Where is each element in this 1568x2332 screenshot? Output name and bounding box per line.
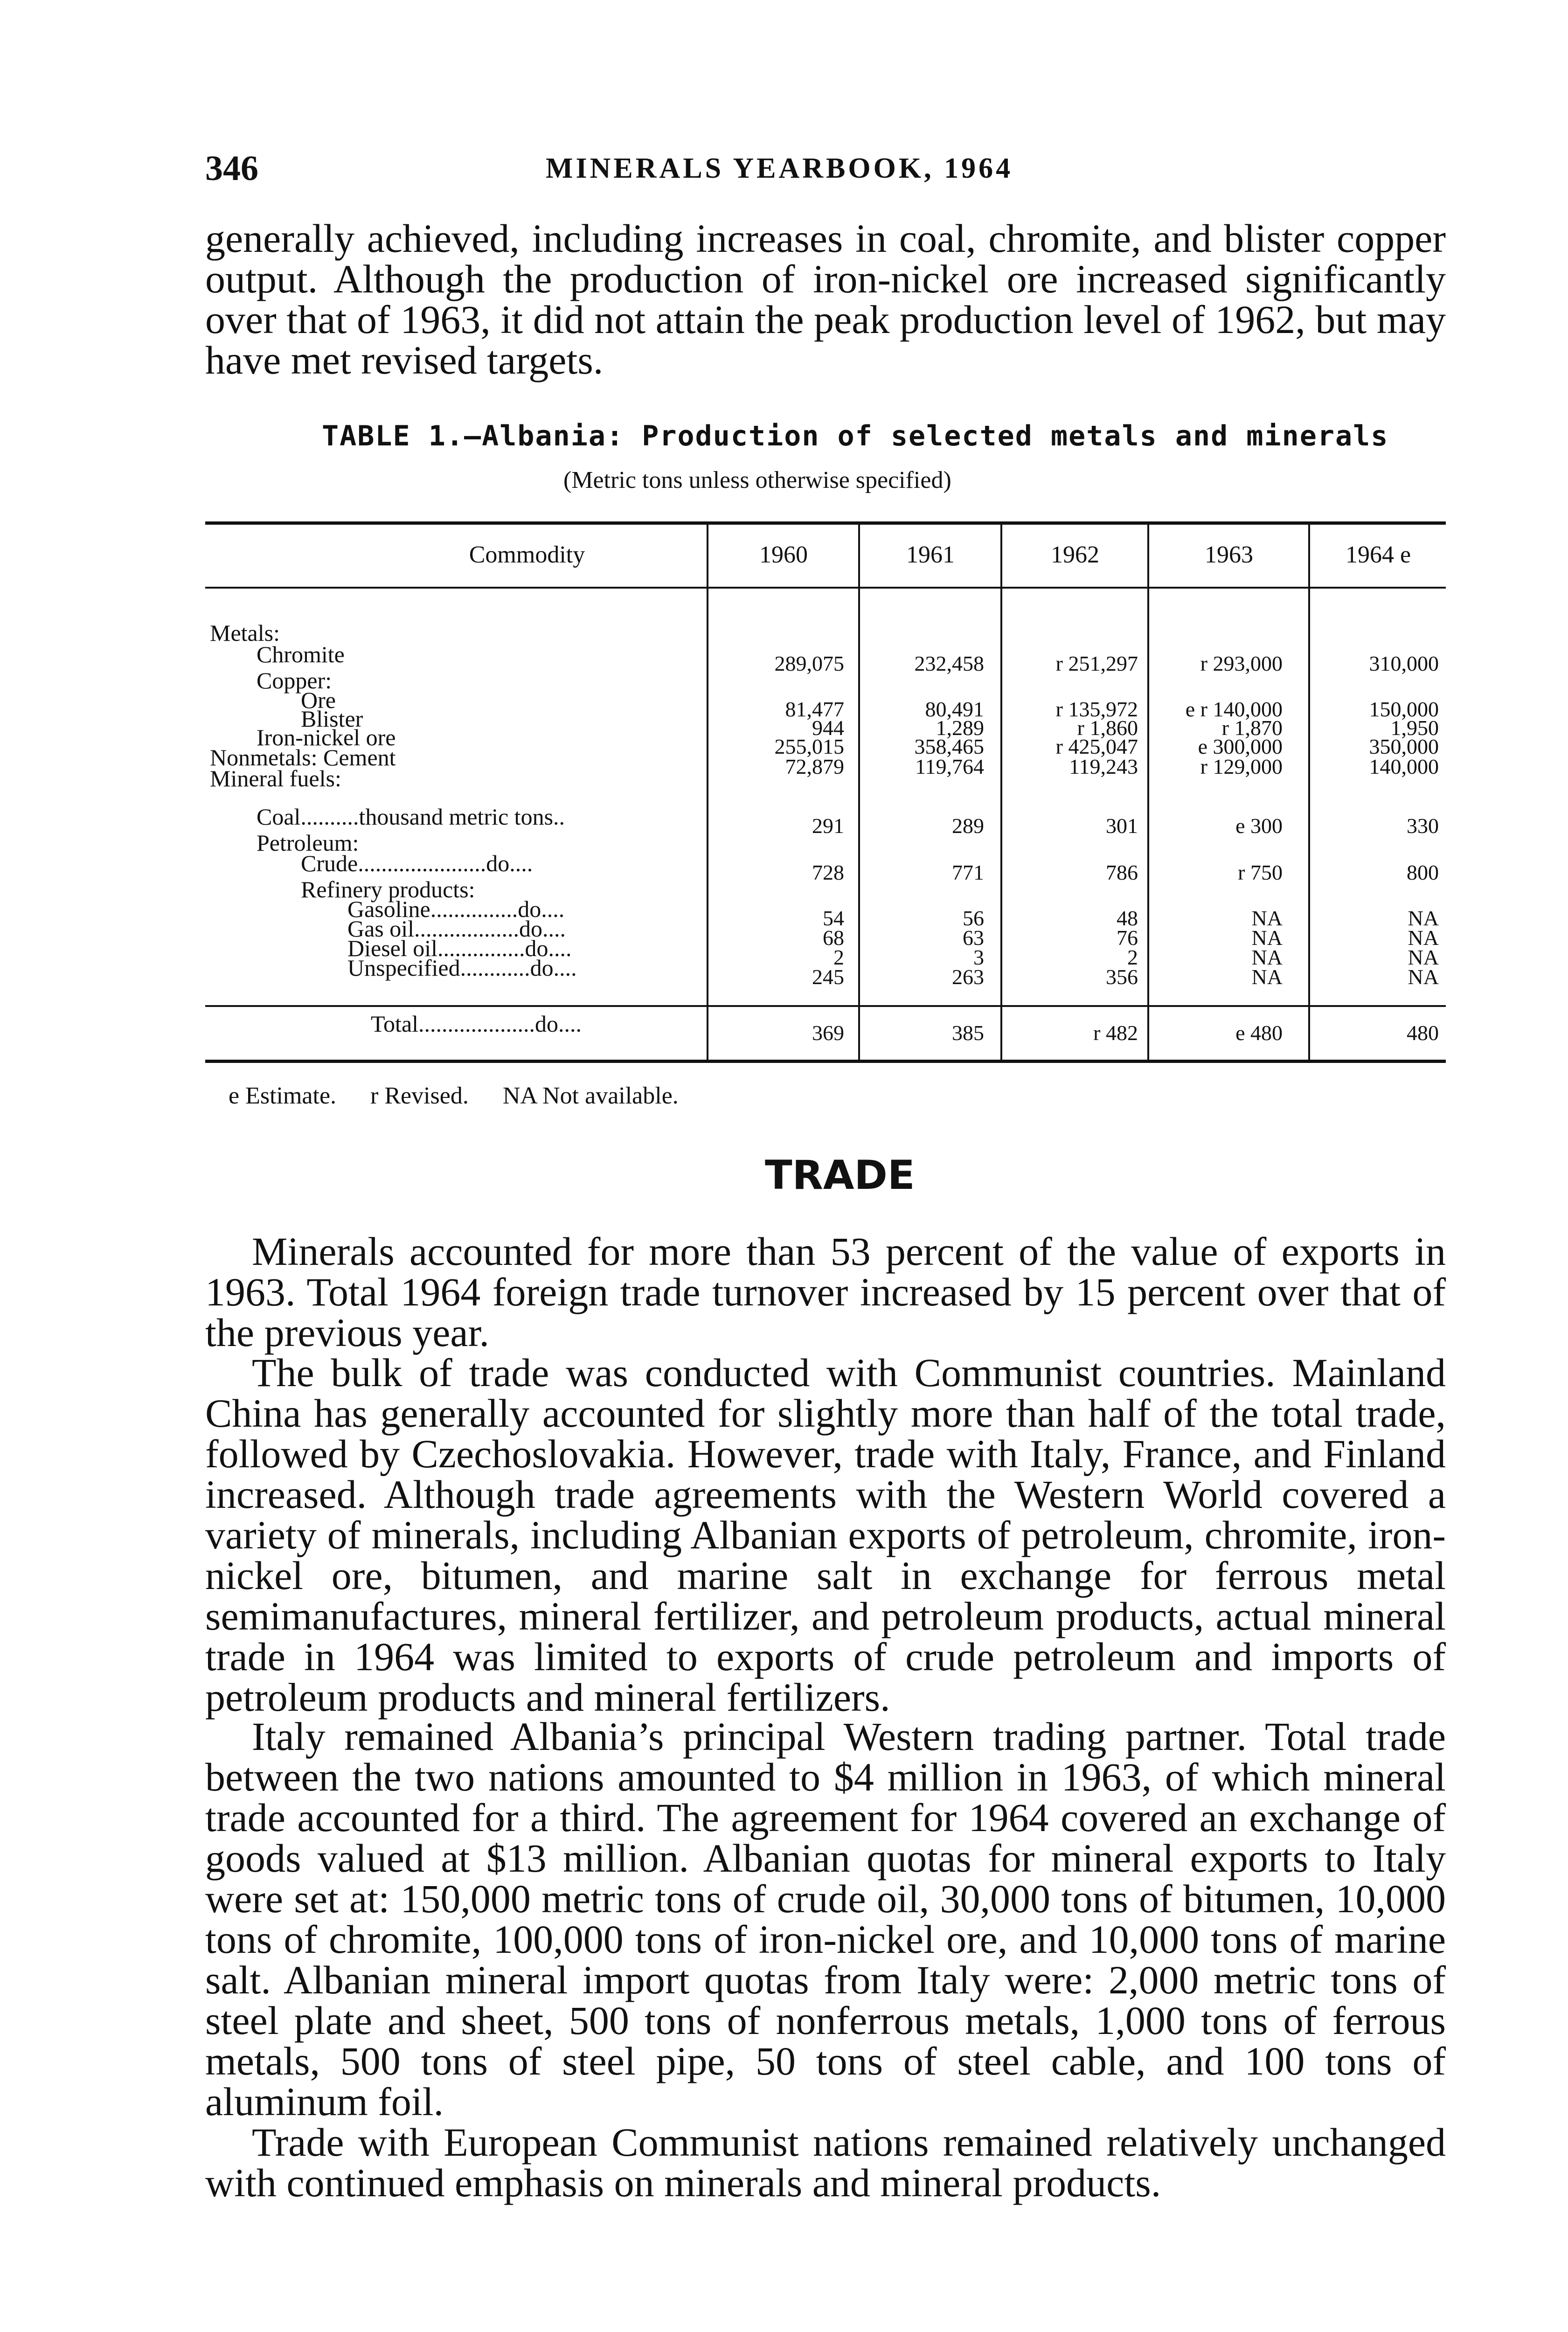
table-cell: 2 bbox=[1127, 945, 1138, 969]
table-cell: 68 bbox=[823, 926, 844, 950]
table-column-divider bbox=[707, 523, 708, 1061]
column-header: 1963 bbox=[1205, 541, 1253, 568]
table-row-label: Refinery products: bbox=[301, 876, 475, 902]
table-cell: e 300,000 bbox=[1198, 735, 1283, 758]
table-cell: 54 bbox=[823, 906, 844, 930]
table-cell: 291 bbox=[812, 814, 844, 838]
table-cell: 369 bbox=[812, 1021, 844, 1045]
table-cell: 3 bbox=[973, 945, 984, 969]
table-cell: 1,289 bbox=[936, 716, 984, 740]
column-header: 1962 bbox=[1051, 541, 1099, 568]
table-row-label: Mineral fuels: bbox=[210, 765, 341, 791]
footnote-na: NA Not available. bbox=[502, 1083, 679, 1109]
table-cell: 232,458 bbox=[914, 652, 984, 675]
table-cell: 255,015 bbox=[774, 735, 844, 758]
table-row-label: Iron-nickel ore bbox=[257, 724, 396, 750]
table-column-divider bbox=[1147, 523, 1149, 1061]
column-header: 1964 e bbox=[1345, 541, 1411, 568]
table-row-label: Unspecified............do.... bbox=[347, 955, 577, 981]
table-cell: 81,477 bbox=[785, 697, 844, 721]
table-cell: 76 bbox=[1117, 926, 1138, 950]
table-cell: 119,243 bbox=[1069, 755, 1138, 778]
table-row-label: Metals: bbox=[210, 620, 280, 646]
table-cell: r 251,297 bbox=[1055, 652, 1138, 675]
table-cell: r 750 bbox=[1238, 861, 1283, 884]
table-row-label: Ore bbox=[301, 687, 336, 713]
table-cell: 245 bbox=[812, 965, 844, 989]
table-total-rule bbox=[205, 1005, 1446, 1007]
table-cell: 771 bbox=[952, 861, 984, 884]
table-cell: 356 bbox=[1106, 965, 1138, 989]
table-cell: NA bbox=[1251, 906, 1283, 930]
table-cell: 80,491 bbox=[925, 697, 984, 721]
table-cell: NA bbox=[1251, 945, 1283, 969]
table-row-label: Copper: bbox=[257, 667, 332, 694]
table-cell: e 480 bbox=[1235, 1021, 1283, 1045]
table-cell: 480 bbox=[1407, 1021, 1439, 1045]
table-row-label: Chromite bbox=[257, 641, 345, 667]
table-cell: NA bbox=[1408, 945, 1439, 969]
table-cell: r 129,000 bbox=[1200, 755, 1283, 778]
table-cell: 301 bbox=[1106, 814, 1138, 838]
body-paragraph: Trade with European Communist nations remained relatively unchanged with continued emphasis on minerals and mineral products. bbox=[205, 2120, 1446, 2205]
table-subtitle: (Metric tons unless otherwise specified) bbox=[563, 467, 951, 493]
table-cell: r 425,047 bbox=[1055, 735, 1138, 758]
table-cell: 48 bbox=[1117, 906, 1138, 930]
table-footnotes bbox=[229, 1082, 707, 1110]
table-cell: r 135,972 bbox=[1055, 697, 1138, 721]
table-cell: r 293,000 bbox=[1200, 652, 1283, 675]
table-column-divider bbox=[1000, 523, 1002, 1061]
table-cell: r 1,860 bbox=[1077, 716, 1138, 740]
table-cell: 800 bbox=[1407, 861, 1439, 884]
table-cell: 944 bbox=[812, 716, 844, 740]
table-cell: r 1,870 bbox=[1221, 716, 1283, 740]
running-title: MINERALS YEARBOOK, 1964 bbox=[546, 153, 1013, 184]
table-row-label: Gasoline...............do.... bbox=[347, 896, 565, 922]
column-header: 1961 bbox=[906, 541, 955, 568]
table-cell: 289 bbox=[952, 814, 984, 838]
page-number: 346 bbox=[205, 149, 258, 188]
table-cell: 140,000 bbox=[1369, 755, 1439, 778]
table-cell: 358,465 bbox=[914, 735, 984, 758]
footnote-estimate: e Estimate. bbox=[229, 1083, 337, 1109]
table-row-label: Petroleum: bbox=[257, 830, 359, 856]
table-cell: NA bbox=[1408, 965, 1439, 989]
table-cell: 330 bbox=[1407, 814, 1439, 838]
table-cell: 63 bbox=[963, 926, 984, 950]
table-row-label: Coal..........thousand metric tons.. bbox=[257, 804, 565, 830]
body-paragraph: The bulk of trade was conducted with Communist countries. Mainland China has generally accounted for slightly more than half of the total trade, followed by Czechoslovakia. However, trade with Italy, France, and Finland increased. Although trade agreements with the Western World covered a variety of minerals, including Albanian exports of petroleum, chromite, iron-nickel ore, bitumen, and marine salt in exchange for ferrous metal semimanufactures, mineral fertilizer, and petroleum products, actual mineral trade in 1964 was limited to exports of crude petroleum and imports of petroleum products and mineral fertilizers. bbox=[205, 1350, 1446, 1720]
table-cell: e 300 bbox=[1235, 814, 1283, 838]
body-paragraph: Minerals accounted for more than 53 percent of the value of exports in 1963. Total 1964 foreign trade turnover increased by 15 percent over that of the previous year. bbox=[205, 1229, 1446, 1355]
intro-paragraph: generally achieved, including increases in coal, chromite, and blister copper output. Although the production of iron-nickel ore increased significantly over that of 1963, it did not attain the peak production level of 1962, but may have met revised targets. bbox=[205, 216, 1446, 382]
page-header bbox=[205, 148, 1446, 190]
table-row-label: Gas oil..................do.... bbox=[347, 916, 566, 942]
table-cell: NA bbox=[1251, 965, 1283, 989]
column-header: 1960 bbox=[759, 541, 808, 568]
body-paragraph: Italy remained Albania’s principal Western trading partner. Total trade between the two nations amounted to $4 million in 1963, of which mineral trade accounted for a third. The agreement for 1964 covered an exchange of goods valued at $13 million. Albanian quotas for mineral exports to Italy were set at: 150,000 metric tons of crude oil, 30,000 tons of bitumen, 10,000 tons of chromite, 100,000 tons of iron-nickel ore, and 10,000 tons of marine salt. Albanian mineral import quotas from Italy were: 2,000 metric tons of steel plate and sheet, 500 tons of nonferrous metals, 1,000 tons of ferrous metals, 500 tons of steel pipe, 50 tons of steel cable, and 100 tons of aluminum foil. bbox=[205, 1714, 1446, 2124]
table-cell: e r 140,000 bbox=[1185, 697, 1283, 721]
table-cell: 1,950 bbox=[1390, 716, 1439, 740]
table-row-label: Nonmetals: Cement bbox=[210, 744, 396, 770]
table-cell: 2 bbox=[833, 945, 844, 969]
table-cell: 263 bbox=[952, 965, 984, 989]
table-cell: 310,000 bbox=[1369, 652, 1439, 675]
column-header: Commodity bbox=[469, 541, 585, 568]
table-cell: 150,000 bbox=[1369, 697, 1439, 721]
table-cell: r 482 bbox=[1093, 1021, 1138, 1045]
table-cell: 350,000 bbox=[1369, 735, 1439, 758]
table-cell: 56 bbox=[963, 906, 984, 930]
section-heading: TRADE bbox=[765, 1152, 915, 1199]
table-cell: 728 bbox=[812, 861, 844, 884]
table-top-rule bbox=[205, 521, 1446, 525]
table-row-label: Blister bbox=[301, 706, 363, 732]
table-cell: 289,075 bbox=[774, 652, 844, 675]
table-bottom-rule bbox=[205, 1060, 1446, 1063]
table-row-label: Crude......................do.... bbox=[301, 850, 533, 876]
table-cell: 119,764 bbox=[915, 755, 984, 778]
table-cell: 786 bbox=[1106, 861, 1138, 884]
table-cell: NA bbox=[1408, 926, 1439, 950]
footnote-revised: r Revised. bbox=[370, 1083, 469, 1109]
table-head-rule bbox=[205, 587, 1446, 589]
table-cell: NA bbox=[1408, 906, 1439, 930]
table-cell: 72,879 bbox=[785, 755, 844, 778]
table-cell: NA bbox=[1251, 926, 1283, 950]
table-cell: 385 bbox=[952, 1021, 984, 1045]
table-row-label: Diesel oil...............do.... bbox=[347, 935, 572, 961]
table-row-label: Total....................do.... bbox=[371, 1011, 582, 1037]
table-title: TABLE 1.—Albania: Production of selected metals and minerals bbox=[322, 420, 1389, 452]
